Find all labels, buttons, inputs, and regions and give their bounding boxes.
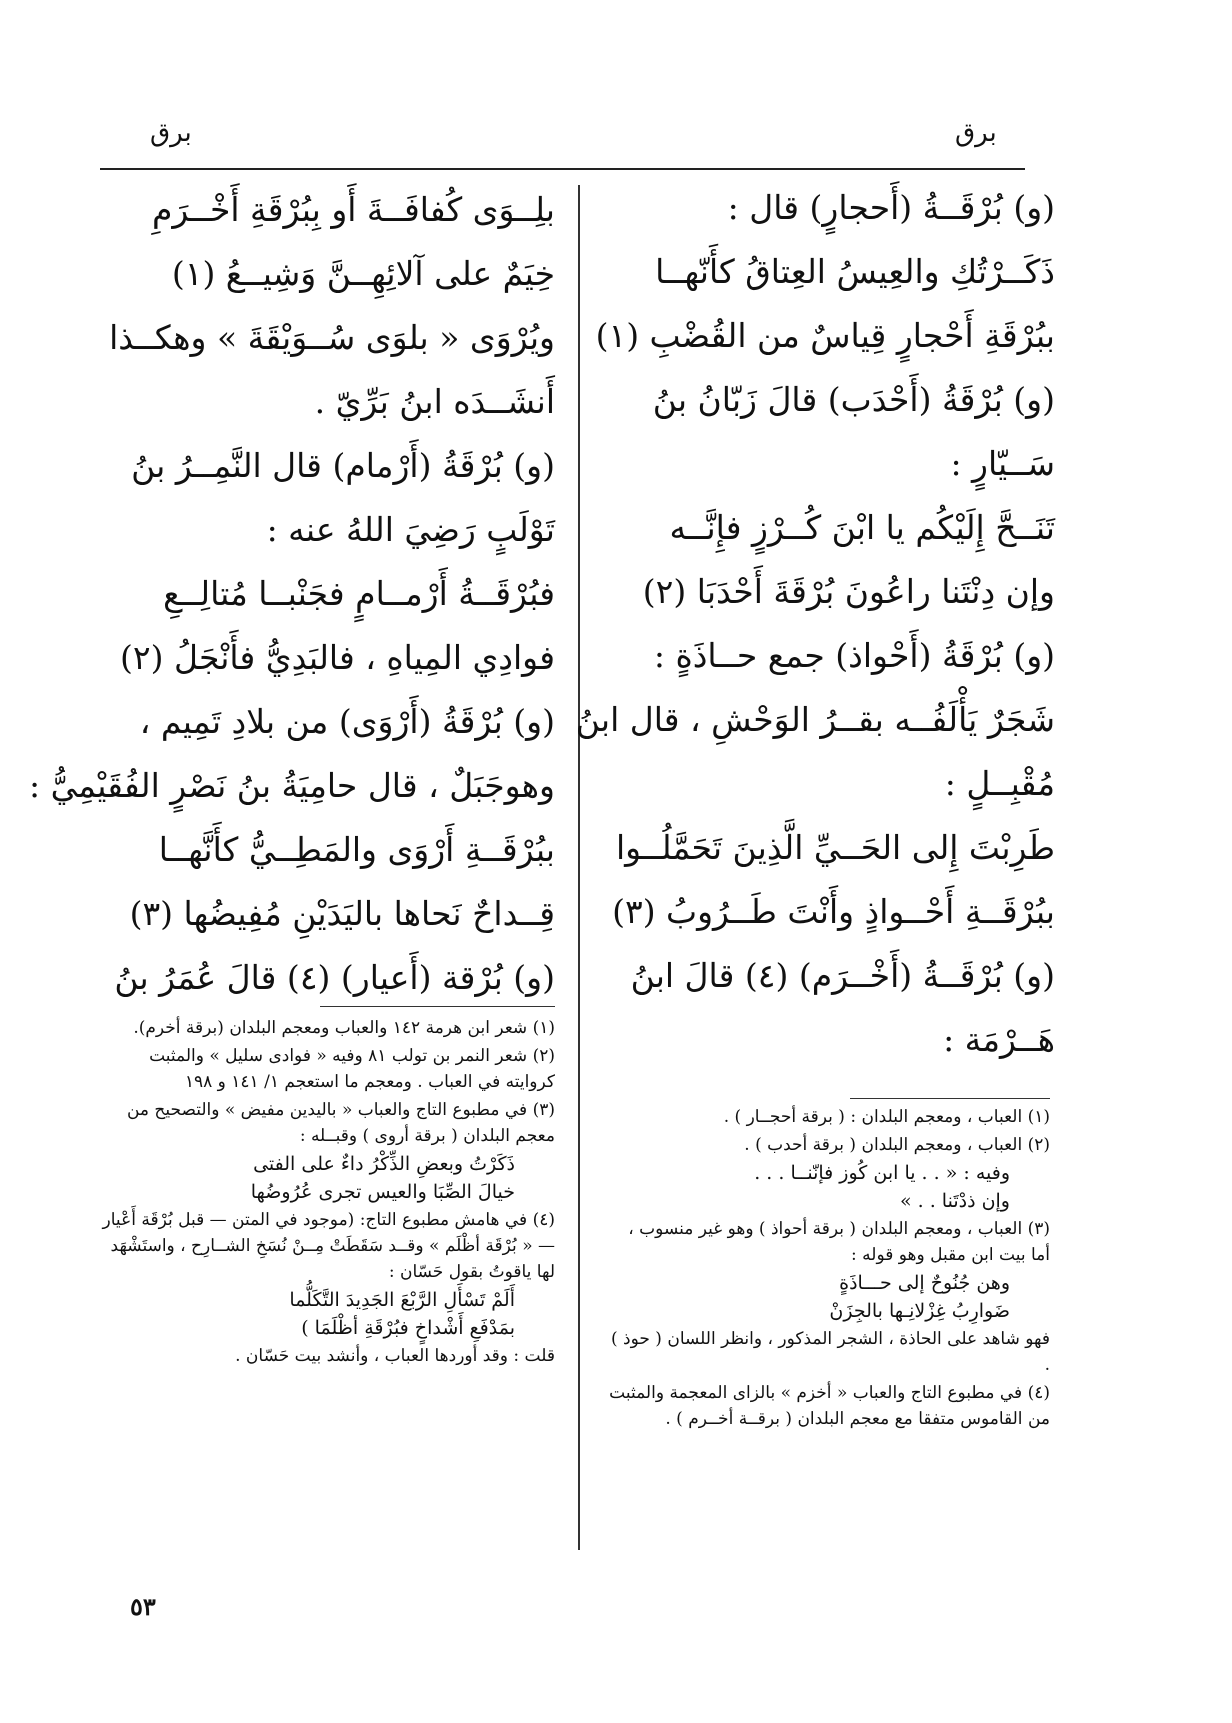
text-line: ببُرْقَــةِ أَحْــواذٍ وأَنْتَ طَــرُوبُ (٣) [612, 892, 1055, 931]
text-line: (و) بُرْقَةُ (أَرْمام) قال النَّمِــرُ بنُ [131, 446, 555, 485]
running-header-right: برق [955, 118, 997, 148]
text-line: مُقْبِــلٍ : [944, 764, 1055, 803]
text-line: أَنشَــدَه ابنُ بَرِّيّ . [314, 382, 555, 421]
footnote-verse: وهن جُنُوحٌ إلى حـــاذَةٍ [839, 1272, 1010, 1294]
footnote-verse: خيالَ الصِّبَا والعيس تجرى عُرُوضُها [250, 1181, 515, 1203]
column-divider [578, 185, 580, 1550]
text-line: قِــداحٌ نَحاها باليَدَيْنِ مُفِيضُها (٣) [129, 894, 555, 933]
footnote-verse: ضَوارِبُ غِزْلانِـها بالجِزَنْ [829, 1300, 1010, 1322]
text-line: (و) بُرْقَةُ (أَحْواذ) جمع حــاذَةٍ : [653, 636, 1055, 675]
footnote-verse: بمَدْفَعِ أَشْداخٍ فبُرْقَةِ أظْلَمَا ) [301, 1317, 515, 1339]
footnote: (٤) في مطبوع التاج والعباب « أخزم » بالزاى المعجمة والمثبت من القاموس متفقا مع معجم البلدان ( برقــة أخــرم ) . [609, 1383, 1050, 1429]
text-line: وإن دِنْتَنا راعُونَ بُرْقَةَ أَحْدَبَا (٢) [642, 572, 1055, 611]
text-line: طَرِبْتَ إِلى الحَــيِّ الَّذِينَ تَحَمَّلُــوا [615, 828, 1055, 867]
text-line: (و) بُرْقة (أَعيار) (٤) قالَ عُمَرُ بنُ [114, 958, 555, 997]
text-line: (و) بُرْقَــةُ (أَخْــرَم) (٤) قالَ ابنُ [630, 956, 1055, 995]
footnotes-right [605, 1104, 1050, 1434]
footnotes-left [100, 1015, 555, 1371]
text-line: ببُرْقَةِ أَحْجارٍ قِياسٌ من القُضْبِ (١) [595, 316, 1055, 355]
footnote: فهو شاهد على الحاذة ، الشجر المذكور ، وانظر اللسان ( حوذ ) . [611, 1329, 1050, 1375]
footnote: (٢) العباب ، ومعجم البلدان ( برقة أحدب ) . [744, 1135, 1050, 1155]
footnote: (١) شعر ابن هرمة ١٤٢ والعباب ومعجم البلدان (برقة أخرم). [133, 1018, 555, 1038]
text-line: شَجَرٌ يَأْلَفُــه بقــرُ الوَحْشِ ، قال ابنُ [575, 700, 1055, 739]
footnote: (١) العباب ، ومعجم البلدان : ( برقة أحجــار ) . [723, 1107, 1050, 1127]
running-header-left: برق [150, 118, 192, 148]
footnote-verse: وإن ذدْتَنا . . » [899, 1190, 1010, 1212]
footnote-rule-right [850, 1098, 1050, 1099]
text-line: فوادِي المِياهِ ، فالبَدِيُّ فأَنْجَلُ (٢) [119, 638, 555, 677]
text-line: (و) بُرْقَةُ (أَرْوَى) من بلادِ تَمِيم ، [139, 702, 555, 741]
footnote-verse: أَلَمْ تَسْأَلِ الرَّبْعَ الجَدِيدَ التَّكَلُّما [289, 1289, 515, 1311]
footnote: (٢) شعر النمر بن تولب ٨١ وفيه « فوادى سليل » والمثبت كروايته في العباب . ومعجم ما استعجم ١/ ١٤١ و ١٩٨ [149, 1046, 555, 1092]
text-line: بلِــوَى كُفافَــةَ أَو بِبُرْقَةِ أَخْــرَمِ [151, 190, 555, 229]
text-line: فبُرْقَــةُ أَرْمــامٍ فجَنْبــا مُتالِــعِ [163, 574, 555, 613]
text-line: ذَكَــرْتُكِ والعِيسُ العِتاقُ كأَنّهــا [655, 252, 1055, 291]
footnote: (٣) في مطبوع التاج والعباب « باليدين مفيض » والتصحيح من معجم البلدان ( برقة أروى ) وقبــله : [126, 1100, 555, 1146]
text-line: وهوجَبَلٌ ، قال حامِيَةُ بنُ نَصْرٍ الفُقَيْمِيُّ : [29, 766, 555, 805]
text-line: (و) بُرْقَــةُ (أَحجارٍ) قال : [727, 188, 1055, 227]
footnote: (٣) العباب ، ومعجم البلدان ( برقة أحواذ ) وهو غير منسوب ، أما بيت ابن مقبل وهو قوله : [628, 1219, 1050, 1265]
footnote-verse: وفيه : « . . يا ابن كُوز فإنّنــا . . . [754, 1162, 1010, 1184]
footnote-rule-left [320, 1006, 555, 1007]
text-line: خِيَمٌ على آلائِهِــنَّ وَشِيــعُ (١) [171, 254, 555, 293]
footnote: (٤) في هامش مطبوع التاج: (موجود في المتن — قبل بُرْقَة أَعْيار — « بُرْقَة أظْلَم » وقــد سَقَطَتْ مِــنْ نُسَخِ الشــارِح ، واستَشْهَد لها ياقوتُ بقول حَسّان : [102, 1210, 555, 1282]
page-number: ٥٣ [130, 1592, 156, 1621]
left-column [29, 190, 555, 998]
text-line: ويُرْوَى « بلوَى سُــوَيْقَةَ » وهكــذا [109, 318, 555, 357]
text-line: هَــرْمَة : [943, 1020, 1055, 1059]
header-rule [100, 168, 1025, 170]
footnote-verse: ذَكَرْتُ وبعضِ الذِّكْرُ داءٌ على الفتى [253, 1153, 515, 1175]
text-line: سَــيّارٍ : [950, 444, 1055, 483]
text-line: تَنَــحَّ إِلَيْكُم يا ابْنَ كُــرْزٍ فإِنَّــه [669, 508, 1055, 547]
footnote: قلت : وقد أوردها العباب ، وأنشد بيت حَسّان . [235, 1346, 555, 1366]
right-column [575, 188, 1055, 1060]
text-line: (و) بُرْقَةُ (أَحْدَب) قالَ زَبّانُ بنُ [652, 380, 1055, 419]
text-line: ببُرْقَــةِ أَرْوَى والمَطِــيُّ كأَنَّهــا [158, 830, 555, 869]
text-line: تَوْلَبٍ رَضِيَ اللهُ عنه : [266, 510, 555, 549]
